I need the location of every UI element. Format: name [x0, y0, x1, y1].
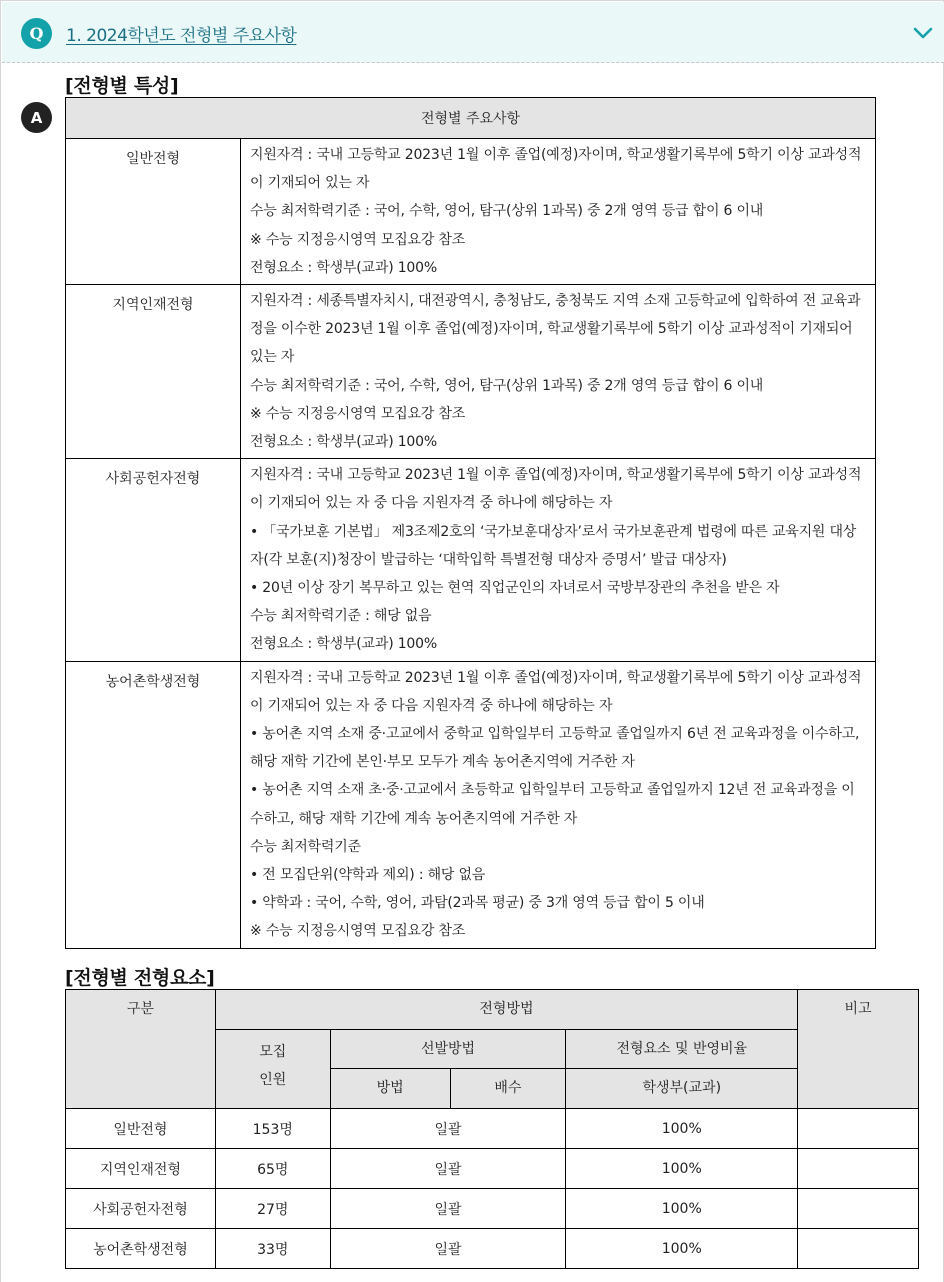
detail-line: • 농어촌 지역 소재 초·중·고교에서 초등학교 입학일부터 고등학교 졸업일까지 12년 전 교육과정을 이수하고, 해당 재학 기간에 계속 농어촌지역에 거주한 자 [250, 782, 855, 827]
admission-type-details [241, 285, 876, 459]
chevron-down-icon[interactable] [912, 26, 934, 40]
cell-note [798, 1109, 919, 1149]
cell-quota: 65명 [215, 1149, 330, 1189]
characteristics-table [65, 97, 876, 949]
question-badge: Q [21, 18, 52, 49]
detail-line: ※ 수능 지정응시영역 모집요강 참조 [250, 405, 466, 422]
cell-name: 농어촌학생전형 [66, 1229, 216, 1269]
table-header: 전형별 주요사항 [66, 98, 876, 139]
detail-line: • 20년 이상 장기 복무하고 있는 현역 직업군인의 자녀로서 국방부장관의 추천을 받은 자 [250, 580, 780, 597]
detail-line: • 「국가보훈 기본법」 제3조제2호의 ‘국가보훈대상자’로서 국가보훈관계 법령에 따른 교육지원 대상자(각 보훈(지)청장이 발급하는 ‘대학입학 특별전형 대상자 증명서’ 발급 대상자) [250, 523, 857, 568]
cell-method: 일괄 [330, 1229, 566, 1269]
cell-record: 100% [566, 1189, 798, 1229]
admission-type-name: 일반전형 [66, 139, 241, 285]
header-elements: 전형요소 및 반영비율 [566, 1030, 798, 1069]
cell-quota: 153명 [215, 1109, 330, 1149]
cell-name: 일반전형 [66, 1109, 216, 1149]
table-row [66, 1109, 919, 1149]
table-row [66, 1149, 919, 1189]
detail-line: 수능 최저학력기준 : 해당 없음 [250, 608, 432, 625]
table-row [66, 459, 876, 661]
question-header[interactable] [2, 2, 944, 63]
admission-type-name: 농어촌학생전형 [66, 661, 241, 948]
table-row [66, 661, 876, 948]
detail-line: • 전 모집단위(약학과 제외) : 해당 없음 [250, 867, 486, 884]
elements-table [65, 989, 919, 1269]
admission-type-details [241, 139, 876, 285]
section-title-characteristics: [전형별 특성] [65, 75, 179, 97]
detail-line: ※ 수능 지정응시영역 모집요강 참조 [250, 923, 466, 940]
detail-line: 지원자격 : 국내 고등학교 2023년 1월 이후 졸업(예정)자이며, 학교생활기록부에 5학기 이상 교과성적이 기재되어 있는 자 중 다음 지원자격 중 하나에 해당하는 자 [250, 669, 862, 714]
detail-line: 수능 최저학력기준 [250, 838, 361, 855]
cell-quota: 27명 [215, 1189, 330, 1229]
cell-record: 100% [566, 1149, 798, 1189]
section-title-elements: [전형별 전형요소] [65, 967, 215, 989]
table-row [66, 1189, 919, 1229]
cell-record: 100% [566, 1109, 798, 1149]
question-title-link[interactable]: 1. 2024학년도 전형별 주요사항 [66, 26, 297, 46]
answer-badge: A [21, 102, 52, 133]
cell-method: 일괄 [330, 1189, 566, 1229]
header-quota: 모집 인원 [215, 1030, 330, 1109]
header-method: 방법 [330, 1069, 450, 1109]
header-category: 구분 [66, 990, 216, 1109]
detail-line: 전형요소 : 학생부(교과) 100% [250, 636, 437, 653]
detail-line: ※ 수능 지정응시영역 모집요강 참조 [250, 231, 466, 248]
table-row [66, 1229, 919, 1269]
cell-note [798, 1149, 919, 1189]
header-multiple: 배수 [450, 1069, 566, 1109]
table-row [66, 285, 876, 459]
detail-line: • 농어촌 지역 소재 중·고교에서 중학교 입학일부터 고등학교 졸업일까지 6년 전 교육과정을 이수하고, 해당 재학 기간에 본인·부모 모두가 계속 농어촌지역에 거주한 자 [250, 726, 860, 771]
detail-line: 수능 최저학력기준 : 국어, 수학, 영어, 탐구(상위 1과목) 중 2개 영역 등급 합이 6 이내 [250, 377, 764, 394]
detail-line: 지원자격 : 국내 고등학교 2023년 1월 이후 졸업(예정)자이며, 학교생활기록부에 5학기 이상 교과성적이 기재되어 있는 자 중 다음 지원자격 중 하나에 해당하는 자 [250, 467, 862, 512]
detail-line: 수능 최저학력기준 : 국어, 수학, 영어, 탐구(상위 1과목) 중 2개 영역 등급 합이 6 이내 [250, 203, 764, 220]
detail-line: 지원자격 : 세종특별자치시, 대전광역시, 충청남도, 충청북도 지역 소재 고등학교에 입학하여 전 교육과정을 이수한 2023년 1월 이후 졸업(예정)자이며, 학교생활기록부에 5학기 이상 교과성적이 기재되어 있는 자 [250, 293, 861, 366]
header-record: 학생부(교과) [566, 1069, 798, 1109]
cell-name: 지역인재전형 [66, 1149, 216, 1189]
cell-method: 일괄 [330, 1109, 566, 1149]
cell-note [798, 1229, 919, 1269]
admission-type-details [241, 661, 876, 948]
admission-type-details [241, 459, 876, 661]
cell-method: 일괄 [330, 1149, 566, 1189]
header-method-group: 전형방법 [215, 990, 797, 1030]
header-selection: 선발방법 [330, 1030, 566, 1069]
detail-line: 전형요소 : 학생부(교과) 100% [250, 434, 437, 451]
header-note: 비고 [798, 990, 919, 1109]
table-row [66, 139, 876, 285]
detail-line: 전형요소 : 학생부(교과) 100% [250, 259, 437, 276]
admission-type-name: 지역인재전형 [66, 285, 241, 459]
cell-note [798, 1189, 919, 1229]
detail-line: • 약학과 : 국어, 수학, 영어, 과탐(2과목 평균) 중 3개 영역 등급 합이 5 이내 [250, 895, 705, 912]
cell-record: 100% [566, 1229, 798, 1269]
cell-name: 사회공헌자전형 [66, 1189, 216, 1229]
admission-type-name: 사회공헌자전형 [66, 459, 241, 661]
detail-line: 지원자격 : 국내 고등학교 2023년 1월 이후 졸업(예정)자이며, 학교생활기록부에 5학기 이상 교과성적이 기재되어 있는 자 [250, 147, 862, 192]
cell-quota: 33명 [215, 1229, 330, 1269]
